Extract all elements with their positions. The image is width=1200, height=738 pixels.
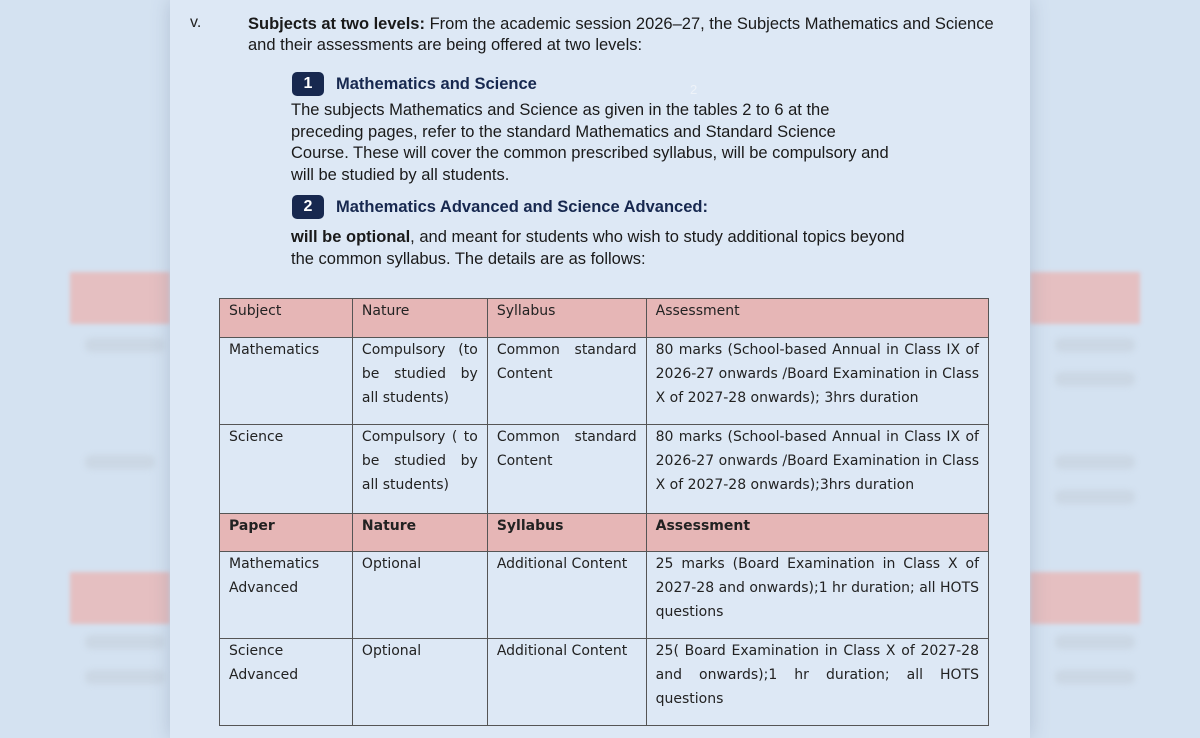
item2-body-bold: will be optional	[291, 228, 411, 246]
table-cell: Additional Content	[487, 552, 646, 639]
table-cell: Additional Content	[487, 639, 646, 726]
table-row	[220, 552, 989, 639]
section-text: From the academic session 2026–27, the Subjects Mathematics and Science and their assessments are being offered at two levels:	[248, 15, 994, 54]
table-cell: 25( Board Examination in Class X of 2027-28 and onwards);1 hr duration; all HOTS questions	[646, 639, 988, 726]
table-row	[220, 425, 989, 514]
faint-page-mark: 2	[690, 82, 698, 97]
background-blur	[1055, 455, 1135, 469]
table-cell: 25 marks (Board Examination in Class X of 2027-28 and onwards);1 hr duration; all HOTS questions	[646, 552, 988, 639]
background-band	[70, 572, 170, 624]
header-cell: Assessment	[646, 514, 988, 552]
table-cell: Optional	[352, 639, 487, 726]
item2-title: Mathematics Advanced and Science Advanced:	[336, 197, 708, 216]
table-header-row	[220, 299, 989, 338]
item2-badge: 2	[292, 195, 324, 219]
table-row	[220, 338, 989, 425]
item2-body-text: , and meant for students who wish to study additional topics beyond the common syllabus. The details are as follows:	[291, 228, 905, 268]
background-blur	[1055, 490, 1135, 504]
table-cell: Compulsory (to be studied by all students)	[352, 338, 487, 425]
header-cell: Subject	[220, 299, 353, 338]
section-paragraph	[248, 14, 1013, 56]
assessment-table	[219, 298, 989, 726]
table-cell: Common standard Content	[487, 338, 646, 425]
background-blur	[1055, 338, 1135, 352]
header-cell: Nature	[352, 514, 487, 552]
background-band	[1030, 272, 1140, 324]
table-cell: Science	[220, 425, 353, 514]
table-header-row	[220, 514, 989, 552]
background-blur	[1055, 372, 1135, 386]
table-cell: Mathematics Advanced	[220, 552, 353, 639]
table-cell: Compulsory ( to be studied by all students)	[352, 425, 487, 514]
background-right	[1030, 0, 1200, 738]
background-blur	[1055, 635, 1135, 649]
table-cell: Science Advanced	[220, 639, 353, 726]
item1-heading	[292, 72, 537, 96]
table-cell: Mathematics	[220, 338, 353, 425]
background-band	[70, 272, 170, 324]
header-cell: Assessment	[646, 299, 988, 338]
table-cell: Optional	[352, 552, 487, 639]
background-blur	[85, 635, 165, 649]
item1-body: The subjects Mathematics and Science as given in the tables 2 to 6 at the preceding pages, refer to the standard Mathematics and Standard Science Course. These will cover the common prescribed syllabus, will be compulsory and will be studied by all students.	[291, 101, 889, 184]
background-blur	[1055, 670, 1135, 684]
background-blur	[85, 670, 165, 684]
background-blur	[85, 338, 165, 352]
section-number: v.	[190, 14, 202, 31]
background-blur	[85, 455, 155, 469]
background-band	[1030, 572, 1140, 624]
header-cell: Syllabus	[487, 299, 646, 338]
table-cell: 80 marks (School-based Annual in Class IX of 2026-27 onwards /Board Examination in Class X of 2027-28 onwards);3hrs duration	[646, 425, 988, 514]
header-cell: Nature	[352, 299, 487, 338]
item1-title: Mathematics and Science	[336, 74, 537, 93]
item2-heading	[292, 195, 708, 219]
header-cell: Syllabus	[487, 514, 646, 552]
document-page	[170, 0, 1030, 738]
section-lead: Subjects at two levels:	[248, 15, 425, 33]
item2-body	[291, 227, 906, 270]
table-cell: 80 marks (School-based Annual in Class IX of 2026-27 onwards /Board Examination in Class X of 2027-28 onwards); 3hrs duration	[646, 338, 988, 425]
header-cell: Paper	[220, 514, 353, 552]
item1-badge: 1	[292, 72, 324, 96]
table-row	[220, 639, 989, 726]
background-left	[0, 0, 170, 738]
table-cell: Common standard Content	[487, 425, 646, 514]
